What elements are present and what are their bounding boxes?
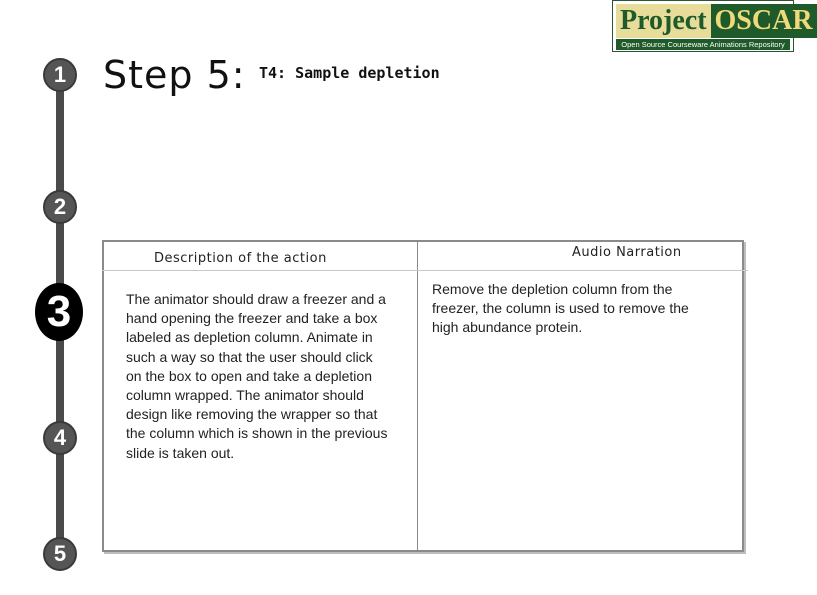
logo-word-project: Project <box>616 4 711 38</box>
description-header: Description of the action <box>154 251 327 266</box>
logo-tagline: Open Source Courseware Animations Repository <box>616 39 790 50</box>
step-1-marker <box>43 58 77 92</box>
step-3-marker-current <box>35 283 83 341</box>
step-3-number: 3 <box>46 287 72 336</box>
audio-narration-text: Remove the depletion column from the freezer, the column is used to remove the high abundance protein. <box>432 281 689 336</box>
step-5-number: 5 <box>53 541 67 566</box>
audio-narration-header: Audio Narration <box>572 245 682 260</box>
step-subtitle: T4: Sample depletion <box>259 64 440 82</box>
step-title: Step 5: <box>103 53 246 97</box>
description-text: The animator should draw a freezer and a hand opening the freezer and take a box labeled as depletion column. Animate in such a way so that the user should click on the box to open and take a depletion column wrapped. The animator should design like removing the wrapper so that the column which is shown in the previous slide is taken out. <box>126 291 388 461</box>
column-divider <box>417 240 418 552</box>
step-5-marker <box>43 537 77 571</box>
step-4-number: 4 <box>53 425 67 450</box>
step-4-marker <box>43 421 77 455</box>
step-1-number: 1 <box>53 62 67 87</box>
logo-word-oscar: OSCAR <box>711 4 817 38</box>
header-divider <box>102 270 748 271</box>
step-2-number: 2 <box>53 194 67 219</box>
step-2-marker <box>43 190 77 224</box>
project-oscar-logo <box>612 0 813 52</box>
